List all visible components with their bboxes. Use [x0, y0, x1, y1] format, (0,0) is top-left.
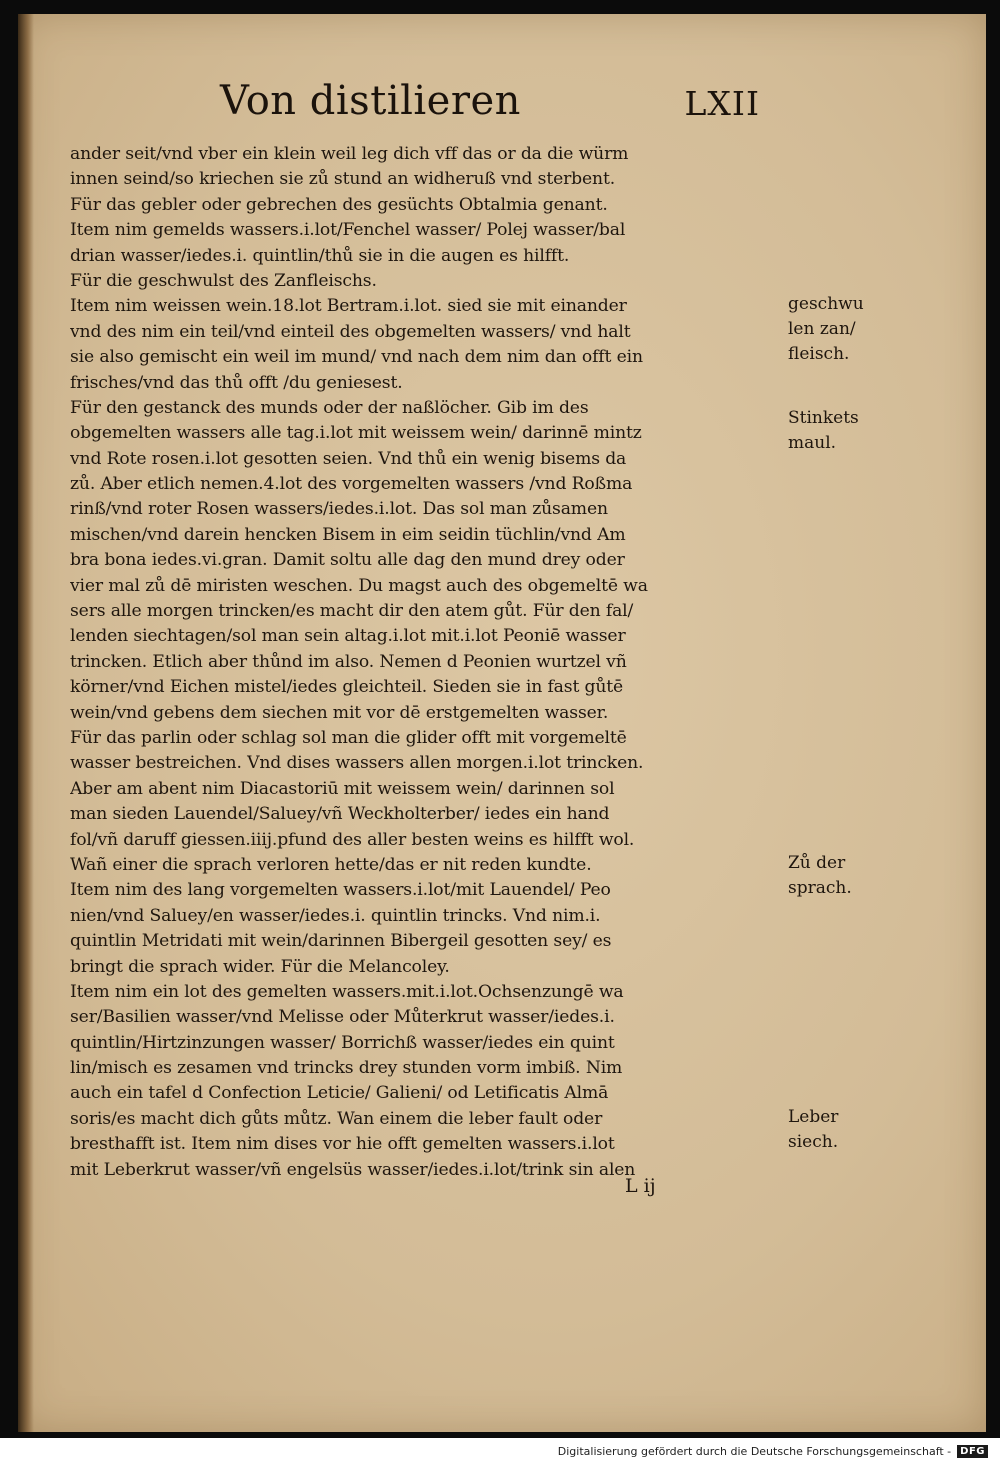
text-line: bra bona iedes.vi.gran. Damit soltu alle dag den mund drey oder — [70, 550, 625, 571]
text-line: auch ein tafel d Confection Leticie/ Galieni/ od Letificatis Almā — [70, 1083, 609, 1104]
margin-note-line: Zů der — [788, 853, 846, 873]
text-line: vier mal zů dē miristen weschen. Du magst auch des obgemeltē wa — [70, 575, 648, 596]
margin-note-line: geschwu — [788, 294, 864, 314]
text-line: Item nim ein lot des gemelten wassers.mit.i.lot.Ochsenzungē wa — [70, 981, 624, 1002]
text-line: lenden siechtagen/sol man sein altag.i.lot mit.i.lot Peoniē wasser — [70, 626, 626, 647]
text-line: ander seit/vnd vber ein klein weil leg dich vff das or da die würm — [70, 144, 629, 164]
margin-note-liver — [788, 1105, 838, 1155]
margin-note-line: siech. — [788, 1132, 839, 1152]
signature-mark: L ij — [625, 1175, 656, 1197]
text-line: zů. Aber etlich nemen.4.lot des vorgemelten wassers /vnd Roßma — [70, 474, 633, 495]
text-line: Item nim gemelds wassers.i.lot/Fenchel wasser/ Polej wasser/bal — [70, 220, 626, 241]
text-line: körner/vnd Eichen mistel/iedes gleichteil. Sieden sie in fast gůtē — [70, 677, 624, 698]
text-line: Item nim weissen wein.18.lot Bertram.i.lot. sied sie mit einander — [70, 296, 627, 317]
text-line: frisches/vnd das thů offt /du geniesest. — [70, 372, 403, 393]
dfg-logo-icon: DFG — [957, 1445, 988, 1458]
margin-note-line: Leber — [788, 1107, 839, 1127]
text-line: man sieden Lauendel/Saluey/vñ Weckholterber/ iedes ein hand — [70, 804, 610, 825]
text-line: ser/Basilien wasser/vnd Melisse oder Můterkrut wasser/iedes.i. — [70, 1007, 615, 1028]
running-head-title: Von distilieren — [220, 78, 521, 124]
folio-number: LXII — [684, 84, 760, 123]
margin-note-line: fleisch. — [788, 344, 850, 364]
text-line: mischen/vnd darein hencken Bisem in eim seidin tüchlin/vnd Am — [70, 524, 626, 545]
running-head — [220, 78, 760, 138]
text-line: wasser bestreichen. Vnd dises wassers allen morgen.i.lot trincken. — [70, 753, 644, 774]
margin-note-line: maul. — [788, 433, 837, 453]
text-line: Für den gestanck des munds oder der naßlöcher. Gib im des — [70, 397, 589, 418]
text-line: Wañ einer die sprach verloren hette/das er nit reden kundte. — [70, 854, 592, 875]
text-line: sers alle morgen trincken/es macht dir den atem gůt. Für den fal/ — [70, 601, 634, 622]
text-line: rinß/vnd roter Rosen wassers/iedes.i.lot. Das sol man zůsamen — [70, 499, 608, 520]
text-line: bresthafft ist. Item nim dises vor hie offt gemelten wassers.i.lot — [70, 1134, 615, 1155]
text-line: wein/vnd gebens dem siechen mit vor dē erstgemelten wasser. — [70, 702, 609, 723]
margin-note-bad-breath — [788, 406, 859, 456]
page-gutter — [18, 14, 34, 1432]
margin-note-speech — [788, 851, 852, 901]
text-line: Item nim des lang vorgemelten wassers.i.lot/mit Lauendel/ Peo — [70, 880, 611, 901]
digitization-footer — [558, 1442, 988, 1460]
text-line: sie also gemischt ein weil im mund/ vnd nach dem nim dan offt ein — [70, 347, 643, 368]
text-line: mit Leberkrut wasser/vñ engelsüs wasser/iedes.i.lot/trink sin alen — [70, 1159, 636, 1180]
margin-note-line: Stinkets — [788, 408, 859, 428]
text-line: Für das parlin oder schlag sol man die glider offt mit vorgemeltē — [70, 727, 627, 748]
text-line: Für das gebler oder gebrechen des gesüchts Obtalmia genant. — [70, 194, 608, 215]
text-line: vnd Rote rosen.i.lot gesotten seien. Vnd thů ein wenig bisems da — [70, 448, 627, 469]
text-line: quintlin Metridati mit wein/darinnen Bibergeil gesotten sey/ es — [70, 931, 612, 952]
body-text — [70, 142, 864, 1183]
text-line: nien/vnd Saluey/en wasser/iedes.i. quintlin trincks. Vnd nim.i. — [70, 905, 601, 926]
text-line: drian wasser/iedes.i. quintlin/thů sie in die augen es hilfft. — [70, 245, 570, 266]
text-line: trincken. Etlich aber thůnd im also. Nemen d Peonien wurtzel vñ — [70, 651, 627, 672]
text-line: soris/es macht dich gůts můtz. Wan einem die leber fault oder — [70, 1108, 603, 1129]
margin-note-line: len zan/ — [788, 319, 856, 339]
body-lines — [70, 142, 720, 1183]
text-line: vnd des nim ein teil/vnd einteil des obgemelten wassers/ vnd halt — [70, 321, 631, 342]
text-line: obgemelten wassers alle tag.i.lot mit weissem wein/ darinnē mintz — [70, 423, 642, 444]
text-line: quintlin/Hirtzinzungen wasser/ Borrichß wasser/iedes ein quint — [70, 1032, 615, 1053]
margin-note-line: sprach. — [788, 878, 852, 898]
text-line: bringt die sprach wider. Für die Melancoley. — [70, 956, 450, 977]
text-line: fol/vñ daruff giessen.iiij.pfund des aller besten weins es hilfft wol. — [70, 829, 635, 850]
funding-credit: Digitalisierung gefördert durch die Deutsche Forschungsgemeinschaft - — [557, 1444, 952, 1458]
text-line: innen seind/so kriechen sie zů stund an widheruß vnd sterbent. — [70, 169, 616, 190]
margin-note-gum-swelling — [788, 292, 864, 367]
text-line: lin/misch es zesamen vnd trincks drey stunden vorm imbiß. Nim — [70, 1058, 623, 1079]
text-line: Aber am abent nim Diacastoriū mit weissem wein/ darinnen sol — [70, 778, 615, 799]
text-line: Für die geschwulst des Zanfleischs. — [70, 270, 377, 291]
